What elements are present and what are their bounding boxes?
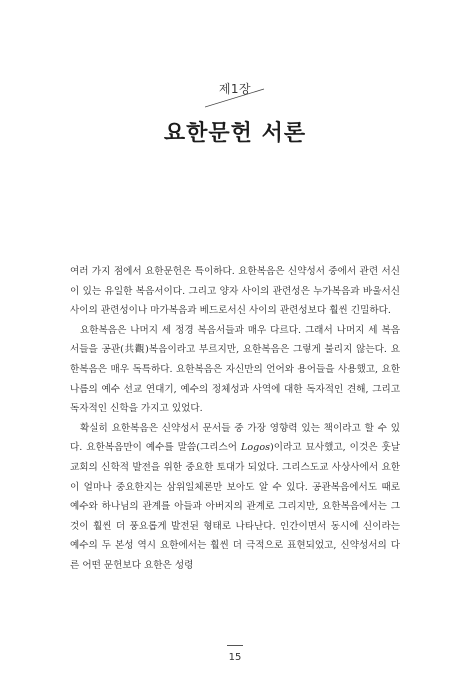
body-text <box>70 262 400 576</box>
paragraph-3-part-2: )이라고 묘사했고, 이것은 훗날 교회의 신학적 발전을 위한 중요한 토대가 되었다. 그리스도교 사상사에서 요한이 얼마나 중요한지는 삼위일체론만 보아도 알 수 있다. 공관복음에서도 때로 예수와 하나님의 관계를 아들과 아버지의 관계로 그리지만, 요한복음에서는 그것이 훨씬 더 풍요롭게 발전된 형태로 나타난다. 인간이면서 동시에 신이라는 예수의 두 본성 역시 요한에서는 훨씬 더 극적으로 표현되었고, 신약성서의 다른 어떤 문헌보다 요한은 성령 <box>70 442 400 571</box>
footer-rule <box>227 645 243 646</box>
paragraph-3-part-1: 확실히 요한복음은 신약성서 문서들 중 가장 영향력 있는 책이라고 할 수 있다. 요한복음만이 예수를 말씀(그리스어 <box>70 422 400 454</box>
title-slash-decoration <box>205 88 265 108</box>
page-number: 15 <box>228 652 242 663</box>
paragraph-1: 여러 가지 점에서 요한문헌은 특이하다. 요한복음은 신약성서 중에서 관련 서신이 있는 유일한 복음서이다. 그리고 양자 사이의 관련성은 누가복음과 바울서신 사이의 관련성이나 마가복음과 베드로서신 사이의 관련성보다 훨씬 긴밀하다. <box>70 266 400 317</box>
chapter-label: 제1장 <box>218 82 252 96</box>
paragraph-2: 요한복음은 나머지 세 정경 복음서들과 매우 다르다. 그래서 나머지 세 복음서들을 공관(共觀)복음이라고 부르지만, 요한복음은 그렇게 불리지 않는다. 요한복음은 매우 독특하다. 요한복음은 자신만의 언어와 용어들을 사용했고, 요한 나름의 예수 선교 연대기, 예수의 정체성과 사역에 대한 독자적인 견해, 그리고 독자적인 신학을 가지고 있었다. <box>70 324 400 415</box>
logos-term: Logos <box>241 442 271 454</box>
chapter-title: 요한문헌 서론 <box>163 120 307 146</box>
paragraph-3 <box>70 419 400 576</box>
